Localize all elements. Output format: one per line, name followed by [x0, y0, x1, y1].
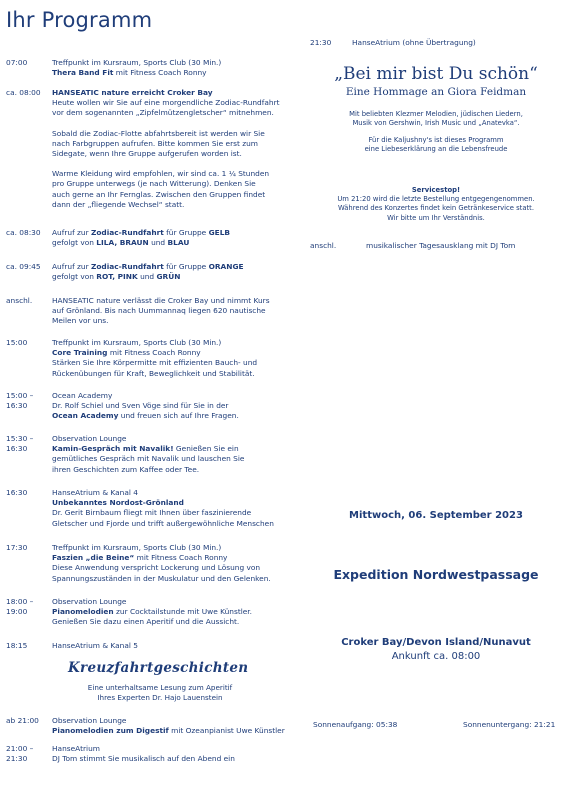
- entry-text: auch gerne an Ihr Fernglas. Zwischen den Gruppen findet: [52, 189, 266, 199]
- entry-line: [52, 391, 304, 401]
- entry-time: ca. 08:00: [6, 88, 41, 97]
- entry-time: ca. 09:45: [6, 262, 41, 271]
- entry-time: 07:00: [6, 58, 28, 67]
- entry-text: Observation Lounge: [52, 716, 127, 725]
- entry-body: [52, 88, 304, 210]
- entry-line: [52, 454, 304, 464]
- entry-time: 15:30 – 16:30: [6, 434, 34, 454]
- location-title: Croker Bay/Devon Island/Nunavut: [341, 637, 531, 648]
- entry-line: [52, 190, 304, 200]
- entry-line: [52, 348, 304, 358]
- entry-text: auf Grönland. Bis nach Uummannaq liegen 620 nautische: [52, 306, 266, 316]
- entry-highlight: LILA, BRAUN: [96, 238, 149, 248]
- entry-line: [52, 262, 304, 272]
- entry-line: [52, 68, 304, 78]
- entry-text: HANSEATIC nature verlässt die Croker Bay und nimmt Kurs: [52, 296, 270, 305]
- entry-line: [52, 607, 304, 617]
- arrival-time: Ankunft ca. 08:00: [391, 651, 481, 662]
- entry-line: [52, 498, 304, 508]
- entry-highlight: Kamin-Gespräch mit Navalik!: [52, 444, 174, 454]
- entry-line: [52, 306, 304, 316]
- entry-line: [52, 519, 304, 529]
- entry-highlight: Core Training: [52, 348, 108, 358]
- entry-line: [52, 98, 304, 108]
- service-stop-title: Servicestop!: [411, 186, 461, 194]
- entry-text: HanseAtrium & Kanal 5: [52, 641, 138, 650]
- entry-line: [52, 338, 304, 348]
- event-time: 21:30: [310, 38, 332, 47]
- entry-text: Aufruf zur: [52, 262, 91, 271]
- entry-text: Spannungszuständen in der Muskulatur und den Gelenken.: [52, 573, 271, 583]
- entry-text: Rückenübungen für Kraft, Beweglichkeit und Stabilität.: [52, 368, 255, 378]
- entry-highlight: ORANGE: [208, 262, 244, 271]
- entry-line: [52, 754, 304, 764]
- entry-line: [52, 411, 304, 421]
- entry-line: [52, 744, 304, 754]
- entry-body: [52, 543, 304, 584]
- entry-text: gemütliches Gespräch mit Navalik und lauschen Sie: [52, 454, 245, 464]
- entry-highlight: Ocean Academy: [52, 411, 119, 421]
- service-line: Wir bitte um Ihr Verständnis.: [387, 213, 485, 222]
- entry-text: gefolgt von: [52, 238, 97, 248]
- entry-line: [52, 88, 304, 98]
- kreuzfahrt-title: Kreuzfahrtgeschichten: [68, 660, 249, 676]
- entry-body: [52, 434, 304, 475]
- entry-body: [52, 338, 304, 379]
- entry-text: Gletscher und Fjorde und trifft außergewöhnliche Menschen: [52, 518, 274, 528]
- entry-text: Sidegate, wenn Ihre Gruppe aufgerufen worden ist.: [52, 149, 242, 159]
- entry-text: für Gruppe: [163, 262, 209, 271]
- entry-text: zur Cocktailstunde mit Uwe Künstler.: [113, 607, 253, 617]
- entry-text: und freuen sich auf Ihre Fragen.: [118, 411, 239, 421]
- entry-line: [52, 444, 304, 454]
- sunset-time: Sonnenuntergang: 21:21: [463, 720, 556, 729]
- entry-text: HanseAtrium & Kanal 4: [52, 488, 138, 497]
- entry-line: [52, 401, 304, 411]
- entry-body: [52, 597, 304, 628]
- entry-time: 21:00 – 21:30: [6, 744, 34, 764]
- entry-highlight: BLAU: [167, 238, 190, 248]
- entry-line: [52, 169, 304, 179]
- entry-body: [52, 716, 304, 736]
- kreuzfahrt-sub-line: Eine unterhaltsame Lesung zum Aperitif: [87, 683, 233, 692]
- entry-body: [52, 228, 304, 248]
- entry-time: 15:00: [6, 338, 28, 347]
- entry-highlight: ROT, PINK: [96, 272, 138, 282]
- entry-line: [52, 129, 304, 139]
- concert-description: [316, 110, 556, 155]
- entry-text: ihren Geschichten zum Kaffee oder Tee.: [52, 464, 200, 474]
- entry-line: [52, 465, 304, 475]
- entry-text: Treffpunkt im Kursraum, Sports Club (30 Min.): [52, 58, 222, 67]
- entry-text: Diese Anwendung verspricht Lockerung und Lösung von: [52, 563, 261, 573]
- entry-line: [52, 238, 304, 248]
- entry-line: [52, 296, 304, 306]
- entry-highlight: Zodiac-Rundfahrt: [90, 262, 164, 271]
- entry-line: [52, 149, 304, 159]
- entry-text: mit Fitness Coach Ronny: [113, 68, 207, 78]
- entry-line: [52, 597, 304, 607]
- kreuzfahrt-subtitle: [40, 683, 280, 703]
- entry-highlight: GRÜN: [156, 272, 181, 282]
- entry-highlight: GELB: [208, 228, 231, 237]
- entry-highlight: Zodiac-Rundfahrt: [90, 228, 164, 237]
- entry-body: [52, 58, 304, 78]
- entry-text: gefolgt von: [52, 272, 97, 282]
- entry-text: Dr. Gerit Birnbaum fliegt mit Ihnen über faszinierende: [52, 508, 252, 518]
- entry-text: Sobald die Zodiac-Flotte abfahrtsbereit ist werden wir Sie: [52, 128, 265, 138]
- entry-text: Warme Kleidung wird empfohlen, wir sind ca. 1 ¼ Stunden: [52, 169, 270, 179]
- concert-desc-line: eine Liebeserklärung an die Lebensfreude: [364, 145, 508, 154]
- entry-line: [52, 228, 304, 238]
- entry-line: [52, 488, 304, 498]
- entry-text: Ocean Academy: [52, 391, 113, 400]
- entry-text: Meilen vor uns.: [52, 316, 109, 326]
- event-location: HanseAtrium (ohne Übertragung): [352, 38, 476, 47]
- entry-text: Treffpunkt im Kursraum, Sports Club (30 Min.): [52, 543, 222, 552]
- entry-line: [52, 179, 304, 189]
- entry-text: mit Ozeanpianist Uwe Künstler: [168, 726, 285, 736]
- entry-body: [52, 641, 304, 651]
- entry-text: Genießen Sie dazu einen Aperitif und die Aussicht.: [52, 617, 240, 627]
- entry-line: [52, 726, 304, 736]
- entry-line: [52, 508, 304, 518]
- entry-line: [52, 617, 304, 627]
- entry-line: [52, 641, 304, 651]
- entry-line: [52, 563, 304, 573]
- entry-line: [52, 272, 304, 282]
- service-stop-text: [316, 195, 556, 223]
- entry-time: 16:30: [6, 488, 28, 497]
- expedition-title: Expedition Nordwestpassage: [333, 567, 539, 582]
- concert-desc-line: Für die Kaljushny's ist dieses Programm: [368, 135, 504, 144]
- entry-text: Dr. Rolf Schiel und Sven Vöge sind für Sie in der: [52, 401, 229, 411]
- entry-text: Heute wollen wir Sie auf eine morgendliche Zodiac-Rundfahrt: [52, 98, 280, 108]
- entry-highlight: Pianomelodien zum Digestif: [52, 726, 169, 736]
- entry-text: Observation Lounge: [52, 597, 127, 606]
- entry-line: [52, 358, 304, 368]
- entry-text: und: [148, 238, 168, 248]
- concert-title: „Bei mir bist Du schön“: [334, 64, 538, 84]
- event-description: musikalischer Tagesausklang mit DJ Tom: [366, 241, 516, 250]
- entry-line: [52, 574, 304, 584]
- entry-highlight: Thera Band Fit: [52, 68, 114, 78]
- entry-time: 15:00 – 16:30: [6, 391, 34, 411]
- entry-text: mit Fitness Coach Ronny: [134, 553, 228, 563]
- entry-line: [52, 553, 304, 563]
- entry-text: pro Gruppe unterwegs (je nach Witterung). Denken Sie: [52, 179, 256, 189]
- entry-time: ab 21:00: [6, 716, 39, 725]
- sunrise-time: Sonnenaufgang: 05:38: [313, 720, 398, 729]
- service-line: Während des Konzertes findet kein Getränkeservice statt.: [337, 204, 534, 213]
- date-heading: Mittwoch, 06. September 2023: [349, 510, 523, 521]
- entry-text: Genießen Sie ein: [173, 444, 239, 454]
- entry-highlight: Unbekanntes Nordost-Grönland: [52, 498, 184, 508]
- entry-time: 18:00 – 19:00: [6, 597, 34, 617]
- entry-body: [52, 391, 304, 422]
- entry-body: [52, 262, 304, 282]
- entry-highlight: HANSEATIC nature erreicht Croker Bay: [52, 88, 213, 97]
- entry-text: Stärken Sie Ihre Körpermitte mit effizienten Bauch- und: [52, 358, 258, 368]
- entry-line: [52, 716, 304, 726]
- concert-subtitle: Eine Hommage an Giora Feidman: [345, 86, 527, 98]
- entry-line: [52, 108, 304, 118]
- entry-text: dann der „fliegende Wechsel“ statt.: [52, 199, 185, 209]
- entry-text: nach Farbgruppen aufrufen. Bitte kommen Sie erst zum: [52, 138, 259, 148]
- entry-text: vor dem sogenannten „Zipfelmützengletscher“ mitnehmen.: [52, 108, 274, 118]
- entry-line: [52, 434, 304, 444]
- kreuzfahrt-sub-line: Ihres Experten Dr. Hajo Lauenstein: [97, 693, 223, 702]
- entry-line: [52, 369, 304, 379]
- entry-highlight: Pianomelodien: [52, 607, 114, 617]
- entry-line: [52, 58, 304, 68]
- entry-time: 18:15: [6, 641, 28, 650]
- service-line: Um 21:20 wird die letzte Bestellung entgegengenommen.: [337, 195, 535, 203]
- entry-time: ca. 08:30: [6, 228, 41, 237]
- concert-desc-line: Mit beliebten Klezmer Melodien, jüdischen Liedern,: [349, 110, 523, 118]
- entry-body: [52, 296, 304, 327]
- entry-text: und: [137, 272, 157, 282]
- entry-text: Treffpunkt im Kursraum, Sports Club (30 Min.): [52, 338, 222, 347]
- entry-body: [52, 488, 304, 529]
- entry-text: mit Fitness Coach Ronny: [107, 348, 201, 358]
- concert-desc-line: Musik von Gershwin, Irish Music und „Anatevka“.: [352, 119, 520, 128]
- entry-text: für Gruppe: [163, 228, 209, 237]
- entry-body: [52, 744, 304, 764]
- event-time: anschl.: [310, 241, 337, 250]
- entry-text: HanseAtrium: [52, 744, 100, 753]
- entry-text: Aufruf zur: [52, 228, 91, 237]
- entry-text: DJ Tom stimmt Sie musikalisch auf den Abend ein: [52, 754, 235, 764]
- entry-line: [52, 543, 304, 553]
- entry-highlight: Faszien „die Beine“: [52, 553, 135, 563]
- entry-line: [52, 139, 304, 149]
- entry-text: Observation Lounge: [52, 434, 127, 443]
- entry-line: [52, 316, 304, 326]
- entry-time: anschl.: [6, 296, 33, 305]
- entry-time: 17:30: [6, 543, 28, 552]
- page-title: Ihr Programm: [6, 8, 153, 32]
- entry-line: [52, 200, 304, 210]
